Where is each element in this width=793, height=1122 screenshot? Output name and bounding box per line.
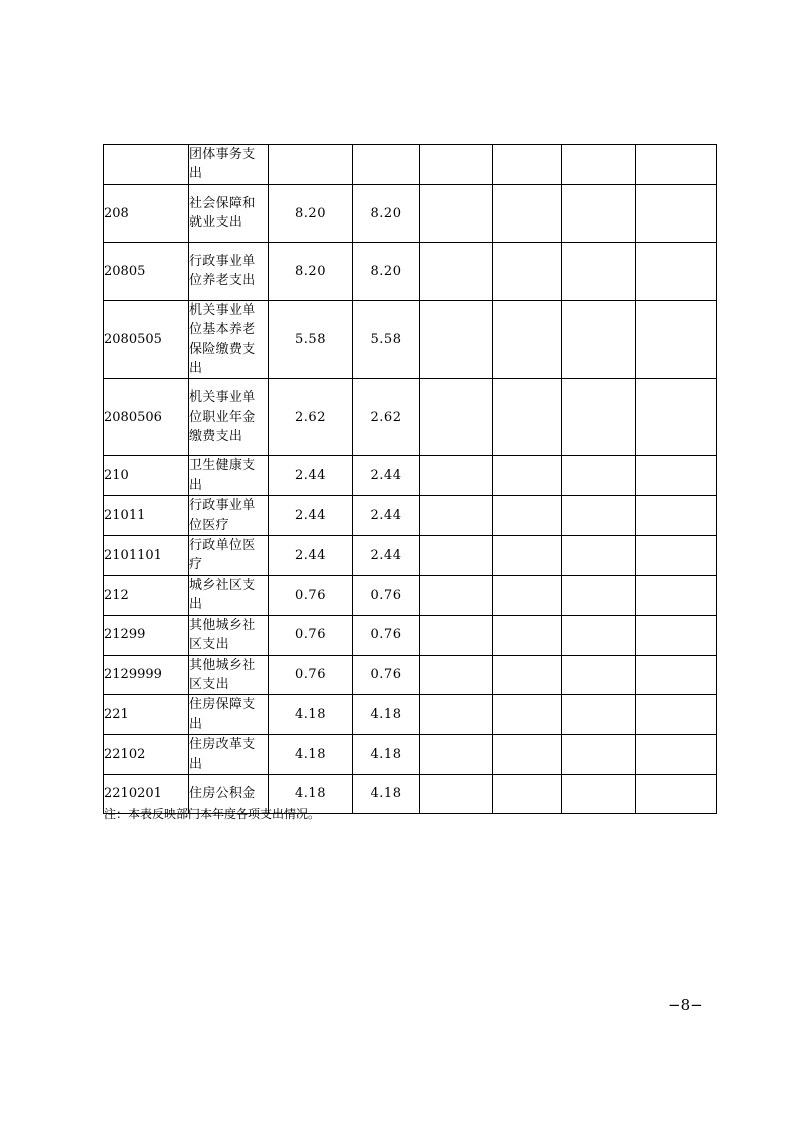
basic-amount: 4.18 bbox=[353, 774, 420, 813]
basic-amount: 5.58 bbox=[353, 300, 420, 379]
basic-amount bbox=[353, 145, 420, 185]
empty-cell bbox=[420, 184, 493, 242]
table-row bbox=[104, 300, 717, 379]
empty-cell bbox=[636, 184, 717, 242]
empty-cell bbox=[420, 496, 493, 536]
empty-cell bbox=[493, 242, 562, 300]
basic-amount: 8.20 bbox=[353, 184, 420, 242]
table-row bbox=[104, 242, 717, 300]
function-name: 机关事业单位基本养老保险缴费支出 bbox=[189, 300, 269, 379]
total-amount: 5.58 bbox=[269, 300, 353, 379]
total-amount: 0.76 bbox=[269, 615, 353, 655]
empty-cell bbox=[420, 695, 493, 735]
empty-cell bbox=[562, 184, 636, 242]
total-amount bbox=[269, 145, 353, 185]
empty-cell bbox=[420, 536, 493, 576]
basic-amount: 2.44 bbox=[353, 496, 420, 536]
total-amount: 4.18 bbox=[269, 695, 353, 735]
function-name: 社会保障和就业支出 bbox=[189, 184, 269, 242]
table-row bbox=[104, 655, 717, 695]
function-name: 行政事业单位养老支出 bbox=[189, 242, 269, 300]
function-name: 住房保障支出 bbox=[189, 695, 269, 735]
table-row bbox=[104, 615, 717, 655]
function-code: 2080505 bbox=[104, 300, 189, 379]
total-amount: 2.62 bbox=[269, 379, 353, 456]
table-row bbox=[104, 575, 717, 615]
empty-cell bbox=[636, 456, 717, 496]
empty-cell bbox=[636, 145, 717, 185]
empty-cell bbox=[636, 379, 717, 456]
empty-cell bbox=[636, 695, 717, 735]
function-code: 22102 bbox=[104, 735, 189, 775]
function-name: 行政事业单位医疗 bbox=[189, 496, 269, 536]
empty-cell bbox=[562, 496, 636, 536]
total-amount: 2.44 bbox=[269, 456, 353, 496]
empty-cell bbox=[420, 456, 493, 496]
empty-cell bbox=[420, 735, 493, 775]
empty-cell bbox=[420, 774, 493, 813]
function-code: 20805 bbox=[104, 242, 189, 300]
empty-cell bbox=[636, 496, 717, 536]
page-number: −8− bbox=[668, 996, 703, 1014]
function-code: 21011 bbox=[104, 496, 189, 536]
basic-amount: 0.76 bbox=[353, 615, 420, 655]
basic-amount: 2.44 bbox=[353, 456, 420, 496]
total-amount: 2.44 bbox=[269, 496, 353, 536]
empty-cell bbox=[562, 774, 636, 813]
basic-amount: 0.76 bbox=[353, 655, 420, 695]
empty-cell bbox=[562, 536, 636, 576]
function-code: 2210201 bbox=[104, 774, 189, 813]
empty-cell bbox=[493, 735, 562, 775]
empty-cell bbox=[493, 184, 562, 242]
empty-cell bbox=[562, 575, 636, 615]
empty-cell bbox=[562, 615, 636, 655]
function-name: 团体事务支出 bbox=[189, 145, 269, 185]
empty-cell bbox=[562, 379, 636, 456]
empty-cell bbox=[636, 300, 717, 379]
empty-cell bbox=[420, 575, 493, 615]
empty-cell bbox=[493, 496, 562, 536]
empty-cell bbox=[636, 575, 717, 615]
empty-cell bbox=[493, 456, 562, 496]
function-name: 住房改革支出 bbox=[189, 735, 269, 775]
function-name: 卫生健康支出 bbox=[189, 456, 269, 496]
empty-cell bbox=[636, 615, 717, 655]
basic-amount: 8.20 bbox=[353, 242, 420, 300]
empty-cell bbox=[420, 242, 493, 300]
total-amount: 2.44 bbox=[269, 536, 353, 576]
empty-cell bbox=[420, 379, 493, 456]
empty-cell bbox=[562, 655, 636, 695]
function-name: 其他城乡社区支出 bbox=[189, 655, 269, 695]
basic-amount: 0.76 bbox=[353, 575, 420, 615]
function-code: 2129999 bbox=[104, 655, 189, 695]
empty-cell bbox=[493, 774, 562, 813]
empty-cell bbox=[636, 536, 717, 576]
empty-cell bbox=[562, 242, 636, 300]
function-name: 其他城乡社区支出 bbox=[189, 615, 269, 655]
table-note: 注：本表反映部门本年度各项支出情况。 bbox=[104, 807, 321, 821]
function-code: 210 bbox=[104, 456, 189, 496]
empty-cell bbox=[493, 655, 562, 695]
table-row bbox=[104, 536, 717, 576]
empty-cell bbox=[562, 300, 636, 379]
table-row bbox=[104, 379, 717, 456]
empty-cell bbox=[420, 145, 493, 185]
empty-cell bbox=[562, 145, 636, 185]
empty-cell bbox=[493, 536, 562, 576]
function-code: 208 bbox=[104, 184, 189, 242]
empty-cell bbox=[636, 242, 717, 300]
empty-cell bbox=[636, 774, 717, 813]
table-row bbox=[104, 695, 717, 735]
function-code: 2080506 bbox=[104, 379, 189, 456]
function-code bbox=[104, 145, 189, 185]
function-name: 机关事业单位职业年金缴费支出 bbox=[189, 379, 269, 456]
total-amount: 0.76 bbox=[269, 575, 353, 615]
expenditure-table bbox=[103, 144, 717, 814]
total-amount: 4.18 bbox=[269, 774, 353, 813]
table-row bbox=[104, 496, 717, 536]
table-row bbox=[104, 145, 717, 185]
table-row bbox=[104, 184, 717, 242]
empty-cell bbox=[420, 300, 493, 379]
function-code: 21299 bbox=[104, 615, 189, 655]
empty-cell bbox=[636, 655, 717, 695]
empty-cell bbox=[636, 735, 717, 775]
empty-cell bbox=[493, 575, 562, 615]
basic-amount: 2.62 bbox=[353, 379, 420, 456]
function-name: 城乡社区支出 bbox=[189, 575, 269, 615]
total-amount: 4.18 bbox=[269, 735, 353, 775]
basic-amount: 4.18 bbox=[353, 735, 420, 775]
empty-cell bbox=[562, 456, 636, 496]
empty-cell bbox=[562, 695, 636, 735]
basic-amount: 4.18 bbox=[353, 695, 420, 735]
empty-cell bbox=[493, 379, 562, 456]
function-code: 221 bbox=[104, 695, 189, 735]
basic-amount: 2.44 bbox=[353, 536, 420, 576]
table-row bbox=[104, 735, 717, 775]
empty-cell bbox=[420, 655, 493, 695]
function-name: 行政单位医疗 bbox=[189, 536, 269, 576]
function-code: 212 bbox=[104, 575, 189, 615]
empty-cell bbox=[493, 300, 562, 379]
function-name: 住房公积金 bbox=[189, 774, 269, 813]
total-amount: 8.20 bbox=[269, 184, 353, 242]
table-row bbox=[104, 456, 717, 496]
empty-cell bbox=[493, 615, 562, 655]
total-amount: 8.20 bbox=[269, 242, 353, 300]
empty-cell bbox=[493, 695, 562, 735]
empty-cell bbox=[562, 735, 636, 775]
empty-cell bbox=[493, 145, 562, 185]
function-code: 2101101 bbox=[104, 536, 189, 576]
total-amount: 0.76 bbox=[269, 655, 353, 695]
empty-cell bbox=[420, 615, 493, 655]
